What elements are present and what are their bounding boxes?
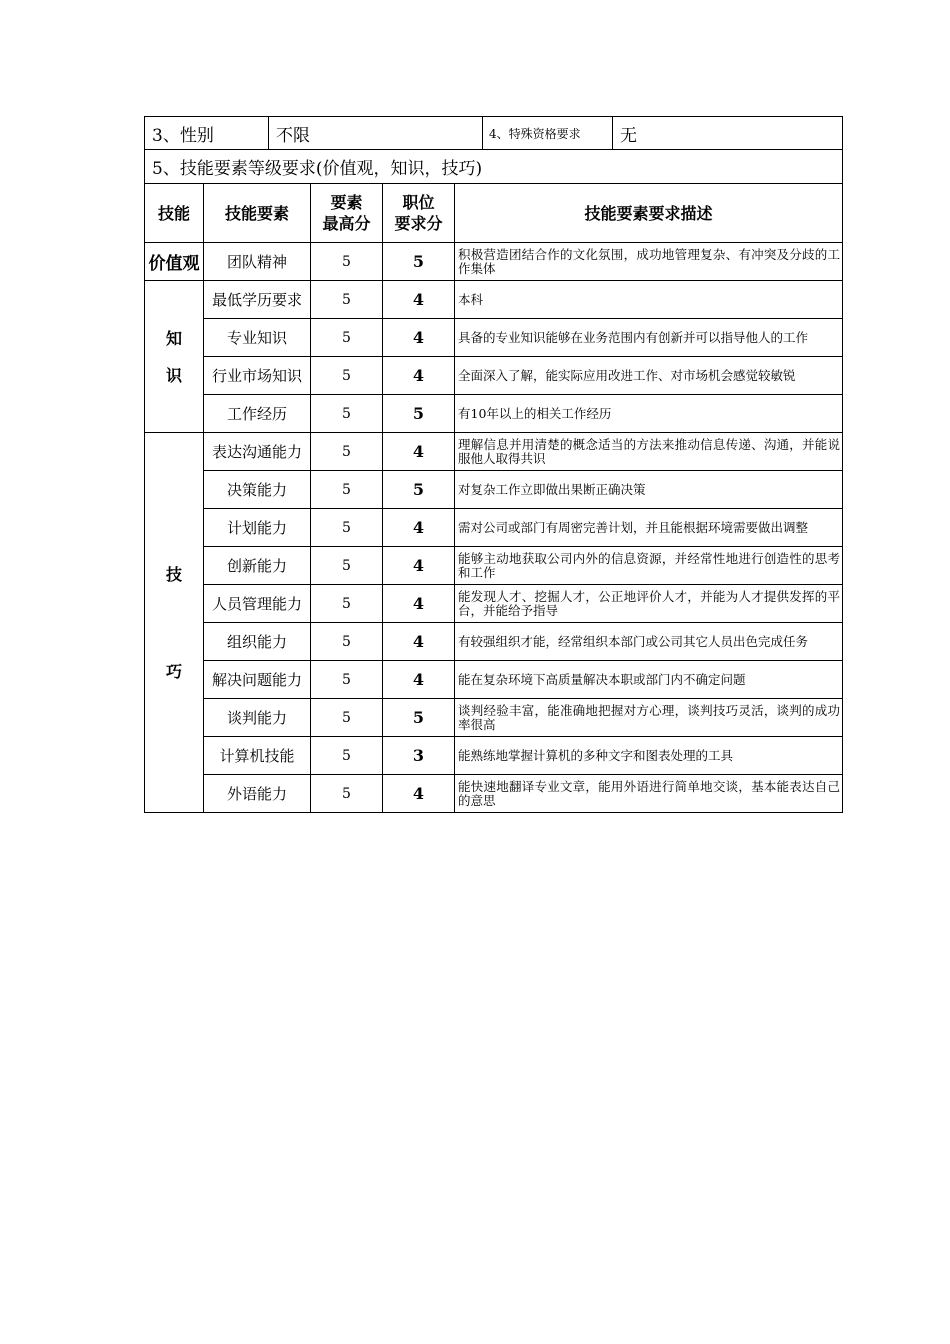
table-row <box>145 699 843 737</box>
row-required-score: 4 <box>383 585 455 623</box>
row-max-score: 5 <box>311 433 383 471</box>
category-knowledge <box>145 281 204 433</box>
row-element: 行业市场知识 <box>204 357 311 395</box>
table-row <box>145 623 843 661</box>
row-element: 团队精神 <box>204 243 311 281</box>
category-skills-char-1: 技 <box>165 564 182 584</box>
col-header-element: 技能要素 <box>204 184 311 243</box>
row-required-score: 5 <box>383 699 455 737</box>
row-required-score: 3 <box>383 737 455 775</box>
table-row <box>145 281 843 319</box>
row-max-score: 5 <box>311 357 383 395</box>
row-max-score: 5 <box>311 243 383 281</box>
row-description: 能快速地翻译专业文章，能用外语进行简单地交谈，基本能表达自己的意思 <box>455 775 843 813</box>
row-required-score: 4 <box>383 319 455 357</box>
row-max-score: 5 <box>311 395 383 433</box>
row-description: 能够主动地获取公司内外的信息资源，并经常性地进行创造性的思考和工作 <box>455 547 843 585</box>
skills-table <box>144 150 843 813</box>
row-element: 人员管理能力 <box>204 585 311 623</box>
row-required-score: 4 <box>383 547 455 585</box>
job-requirements-sheet <box>144 116 842 813</box>
section-title: 5、技能要素等级要求(价值观，知识，技巧) <box>145 150 843 184</box>
col-header-description: 技能要素要求描述 <box>455 184 843 243</box>
row-element: 外语能力 <box>204 775 311 813</box>
row-max-score: 5 <box>311 509 383 547</box>
row-required-score: 4 <box>383 281 455 319</box>
table-row <box>145 471 843 509</box>
row-required-score: 4 <box>383 775 455 813</box>
row-description: 能发现人才、挖掘人才，公正地评价人才，并能为人才提供发挥的平台，并能给予指导 <box>455 585 843 623</box>
qualification-label: 4、特殊资格要求 <box>483 117 613 150</box>
row-required-score: 4 <box>383 661 455 699</box>
row-description: 积极营造团结合作的文化氛围，成功地管理复杂、有冲突及分歧的工作集体 <box>455 243 843 281</box>
row-required-score: 5 <box>383 395 455 433</box>
qualification-value: 无 <box>613 117 843 150</box>
row-max-score: 5 <box>311 471 383 509</box>
table-row <box>145 243 843 281</box>
col-header-max-score-line2: 最高分 <box>322 214 371 233</box>
row-description: 全面深入了解，能实际应用改进工作、对市场机会感觉较敏锐 <box>455 357 843 395</box>
row-element: 解决问题能力 <box>204 661 311 699</box>
row-max-score: 5 <box>311 623 383 661</box>
category-skills-char-2: 巧 <box>165 661 182 681</box>
row-element: 组织能力 <box>204 623 311 661</box>
col-header-required-score <box>383 184 455 243</box>
row-description: 谈判经验丰富，能准确地把握对方心理，谈判技巧灵活，谈判的成功率很高 <box>455 699 843 737</box>
category-knowledge-char-2: 识 <box>165 365 182 385</box>
table-row <box>145 319 843 357</box>
table-row <box>145 509 843 547</box>
col-header-max-score-line1: 要素 <box>330 193 363 212</box>
category-knowledge-char-1: 知 <box>165 328 182 348</box>
row-description: 对复杂工作立即做出果断正确决策 <box>455 471 843 509</box>
header-table <box>144 116 843 150</box>
row-required-score: 4 <box>383 357 455 395</box>
row-description: 本科 <box>455 281 843 319</box>
gender-qualification-row <box>145 117 843 150</box>
column-header-row <box>145 184 843 243</box>
col-header-max-score <box>311 184 383 243</box>
row-description: 有较强组织才能，经常组织本部门或公司其它人员出色完成任务 <box>455 623 843 661</box>
row-description: 具备的专业知识能够在业务范围内有创新并可以指导他人的工作 <box>455 319 843 357</box>
row-element: 工作经历 <box>204 395 311 433</box>
row-element: 计算机技能 <box>204 737 311 775</box>
table-row <box>145 775 843 813</box>
row-max-score: 5 <box>311 775 383 813</box>
col-header-required-score-line2: 要求分 <box>394 214 443 233</box>
row-required-score: 5 <box>383 471 455 509</box>
row-required-score: 4 <box>383 509 455 547</box>
row-element: 表达沟通能力 <box>204 433 311 471</box>
table-row <box>145 395 843 433</box>
row-max-score: 5 <box>311 281 383 319</box>
row-description: 有10年以上的相关工作经历 <box>455 395 843 433</box>
row-element: 谈判能力 <box>204 699 311 737</box>
row-element: 最低学历要求 <box>204 281 311 319</box>
table-row <box>145 547 843 585</box>
col-header-required-score-line1: 职位 <box>402 193 435 212</box>
col-header-skill: 技能 <box>145 184 204 243</box>
row-element: 计划能力 <box>204 509 311 547</box>
row-element: 决策能力 <box>204 471 311 509</box>
gender-value: 不限 <box>269 117 483 150</box>
category-skills <box>145 433 204 813</box>
row-max-score: 5 <box>311 585 383 623</box>
row-description: 需对公司或部门有周密完善计划，并且能根据环境需要做出调整 <box>455 509 843 547</box>
table-row <box>145 661 843 699</box>
row-description: 理解信息并用清楚的概念适当的方法来推动信息传递、沟通，并能说服他人取得共识 <box>455 433 843 471</box>
gender-label: 3、性别 <box>145 117 269 150</box>
table-row <box>145 585 843 623</box>
section-title-row <box>145 150 843 184</box>
row-max-score: 5 <box>311 547 383 585</box>
row-required-score: 4 <box>383 433 455 471</box>
row-max-score: 5 <box>311 661 383 699</box>
table-row <box>145 357 843 395</box>
row-max-score: 5 <box>311 737 383 775</box>
row-required-score: 4 <box>383 623 455 661</box>
row-max-score: 5 <box>311 319 383 357</box>
category-values: 价值观 <box>145 243 204 281</box>
row-element: 专业知识 <box>204 319 311 357</box>
row-max-score: 5 <box>311 699 383 737</box>
row-description: 能在复杂环境下高质量解决本职或部门内不确定问题 <box>455 661 843 699</box>
table-row <box>145 737 843 775</box>
row-description: 能熟练地掌握计算机的多种文字和图表处理的工具 <box>455 737 843 775</box>
row-element: 创新能力 <box>204 547 311 585</box>
row-required-score: 5 <box>383 243 455 281</box>
table-row <box>145 433 843 471</box>
